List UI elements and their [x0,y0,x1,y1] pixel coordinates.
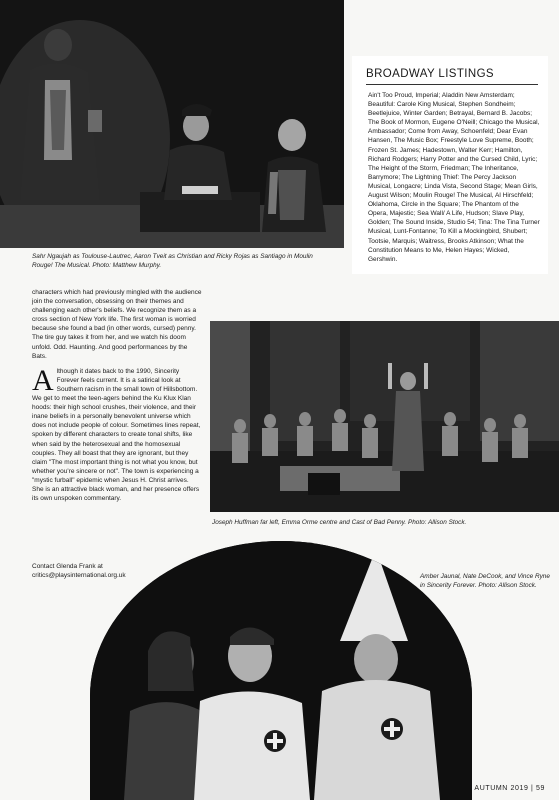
listings-body: Ain't Too Proud, Imperial; Aladdin New Amsterdam; Beautiful: Carole King Musical, Stephen Sondheim; Beetlejuice, Winter Garden; Betrayal, Bernard B. Jacobs; The Book of Mormon, Eugene O'Neill; Chicago the Musical, Ambassador; Come from Away, Schoenfeld; Dear Evan Hansen, The Music Box; Freestyle Love Supreme, Booth; Frozen St. James; Hadestown, Walter Kerr; Hamilton, Richard Rodgers; Harry Potter and the Cursed Child, Lyric; The Height of the Storm, Friedman; The Inheritance, Barrymore; The Lightning Thief: The Percy Jackson Musical, Longacre; Linda Vista, Second Stage; Mean Girls, August Wilson; Moulin Rouge! The Musical, Al Hirschfeld; Oklahoma, Circle in the Square; The Phantom of the Opera, Majestic; Sea Wall/ A Life, Hudson; Slave Play, Golden; The Sound Inside, Studio 54; Tina: The Tina Turner Musical, Lunt-Fontanne; To Kill a Mockingbird, Shubert; Tootsie, Marquis; Waitress, Brooks Atkinson; What the Constitution Means to Me, Helen Hayes; Wicked, Gershwin. [368,92,540,263]
footer-season: AUTUMN 2019 [474,785,529,792]
article-paragraph-1: characters which had previously mingled with the audience join the conversation, obsessing on their themes and challenging each other's beliefs. We recognize them as a cross section of New York life. The first woman is worried because she found a bad (in other words, cursed) penny. The tire guy takes it from her, and we watch his doom unfold. Odd. Haunting. And good performances by the Bats. [32,289,202,360]
article-paragraph-2-text: lthough it dates back to the 1990, Sincerity Forever feels current. It is a satirical look at Southern racism in the small town of Hillsbottom. We get to meet the teen-agers behind the Ku Klux Klan hoods: their high school crushes, their violence, and their inane beliefs in a personally benevolent universe which does not include people of colour. Sometimes lines repeat, spoken by different characters to create tonal shifts, like when said by the heterosexual and the homosexual couples. They all boast that they are ignorant, but they claim "The most important thing is not what you know, but whether you're sincere or not". The town is experiencing a "mystic furball" epidemic when Jesus H. Christ arrives. She is an attractive black woman, and her presence offers its own unspoken commentary. [32,367,201,503]
article-paragraph-2 [32,363,202,503]
page-footer [474,785,545,792]
photo-caption-bad-penny: Joseph Huffman far left, Emma Orme centre and Cast of Bad Penny. Photo: Allison Stock. [212,519,467,526]
listings-title: BROADWAY LISTINGS [366,68,494,80]
contact-line: Contact Glenda Frank at critics@playsinternational.org.uk [32,563,126,580]
bad-penny-photo [210,321,559,512]
photo-caption-moulin-rouge: Sahr Ngaujah as Toulouse-Lautrec, Aaron Tveit as Christian and Ricky Rojas as Santiago in Moulin Rouge! The Musical. Photo: Matthew Murphy. [32,253,313,269]
moulin-rouge-photo [0,0,344,248]
page-number: 59 [536,785,545,792]
broadway-listings-box [352,56,548,274]
listings-rule [366,84,538,85]
photo-caption-sincerity-forever: Amber Jaunal, Nate DeCook, and Vince Ryne in Sincerity Forever. Photo: Allison Stock. [420,573,550,589]
article-column [32,288,202,503]
drop-cap: A [32,363,54,397]
footer-separator: | [531,785,534,792]
